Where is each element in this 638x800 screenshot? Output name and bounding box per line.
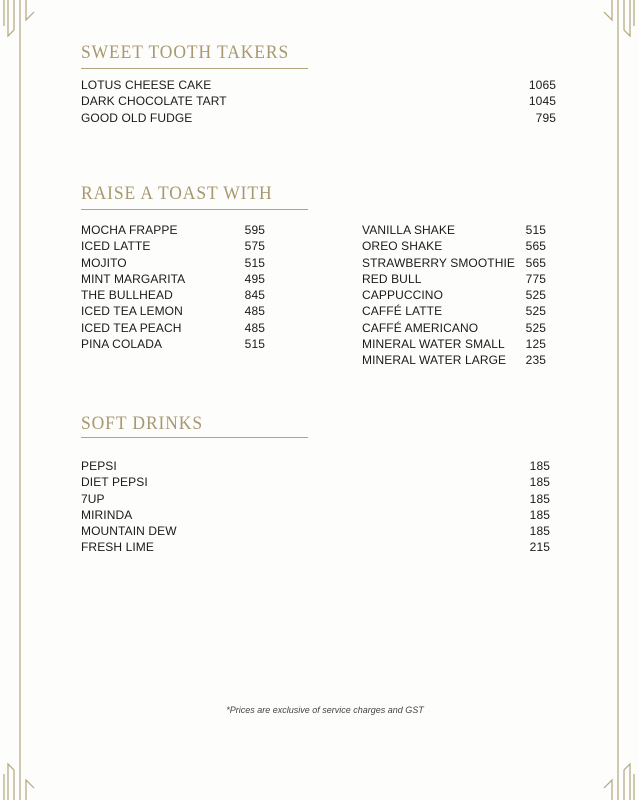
item-name: LOTUS CHEESE CAKE [81,78,212,92]
item-price: 525 [525,288,546,303]
item-price: 185 [529,491,550,506]
item-price: 185 [529,507,550,522]
item-name: CAPPUCCINO [362,288,444,303]
item-price: 515 [525,223,546,237]
menu-item [362,271,546,287]
menu-item [81,507,550,523]
item-name: ICED LATTE [81,239,151,254]
item-name: DARK CHOCOLATE TART [81,94,227,109]
item-price: 125 [525,337,546,352]
item-name: CAFFÉ LATTE [362,304,443,319]
menu-item [81,491,550,507]
item-price: 595 [244,223,265,237]
item-name: ICED TEA PEACH [81,320,182,335]
item-price: 565 [525,255,546,270]
menu-item [81,255,265,271]
item-price: 1065 [528,78,556,92]
menu-item [81,77,556,93]
item-price: 775 [525,271,546,286]
menu-item [81,523,550,539]
menu-list-toast-left [81,222,265,352]
item-price: 565 [525,239,546,254]
item-name: MOCHA FRAPPE [81,223,178,237]
item-price: 495 [244,271,265,286]
section-rule-toast [81,209,308,210]
item-name: OREO SHAKE [362,239,443,254]
menu-item [362,222,546,238]
item-name: GOOD OLD FUDGE [81,110,193,125]
menu-item [362,303,546,319]
item-price: 795 [535,110,556,125]
item-name: CAFFÉ AMERICANO [362,320,479,335]
menu-item [362,287,546,303]
menu-item [362,336,546,352]
item-price: 185 [529,475,550,490]
menu-item [81,474,550,490]
item-name: MINERAL WATER SMALL [362,337,505,352]
item-name: MINERAL WATER LARGE [362,353,507,368]
menu-item [81,110,556,126]
item-name: RED BULL [362,271,422,286]
section-title-sweet: SWEET TOOTH TAKERS [81,42,290,63]
menu-item [362,352,546,368]
menu-item [81,303,265,319]
item-name: THE BULLHEAD [81,288,173,303]
item-name: 7UP [81,491,105,506]
item-name: MIRINDA [81,507,133,522]
item-name: MINT MARGARITA [81,271,186,286]
item-name: VANILLA SHAKE [362,223,456,237]
menu-item [362,320,546,336]
item-name: PINA COLADA [81,337,163,352]
item-name: ICED TEA LEMON [81,304,183,319]
item-price: 215 [529,540,550,555]
item-price: 525 [525,320,546,335]
menu-item [81,320,265,336]
item-name: FRESH LIME [81,540,155,555]
menu-list-soft [81,458,550,556]
item-price: 525 [525,304,546,319]
menu-list-sweet [81,77,556,126]
menu-item [81,238,265,254]
item-price: 575 [244,239,265,254]
item-price: 845 [244,288,265,303]
item-name: MOUNTAIN DEW [81,524,177,539]
section-rule-soft [81,437,308,438]
menu-item [81,458,550,474]
menu-item [81,336,265,352]
item-name: STRAWBERRY SMOOTHIE [362,255,516,270]
item-price: 235 [525,353,546,368]
item-name: DIET PEPSI [81,475,148,490]
item-name: MOJITO [81,255,127,270]
item-price: 515 [244,255,265,270]
menu-item [81,287,265,303]
menu-item [362,238,546,254]
item-price: 1045 [528,94,556,109]
item-price: 185 [529,524,550,539]
item-price: 515 [244,337,265,352]
item-price: 185 [529,459,550,473]
section-title-toast: RAISE A TOAST WITH [81,183,273,204]
menu-item [362,255,546,271]
menu-item [81,222,265,238]
item-price: 485 [244,304,265,319]
menu-item [81,271,265,287]
section-rule-sweet [81,68,308,69]
item-name: PEPSI [81,459,117,473]
menu-item [81,539,550,555]
section-title-soft: SOFT DRINKS [81,413,204,434]
menu-item [81,93,556,109]
footnote: *Prices are exclusive of service charges and GST [226,705,424,715]
item-price: 485 [244,320,265,335]
menu-list-toast-right [362,222,546,369]
